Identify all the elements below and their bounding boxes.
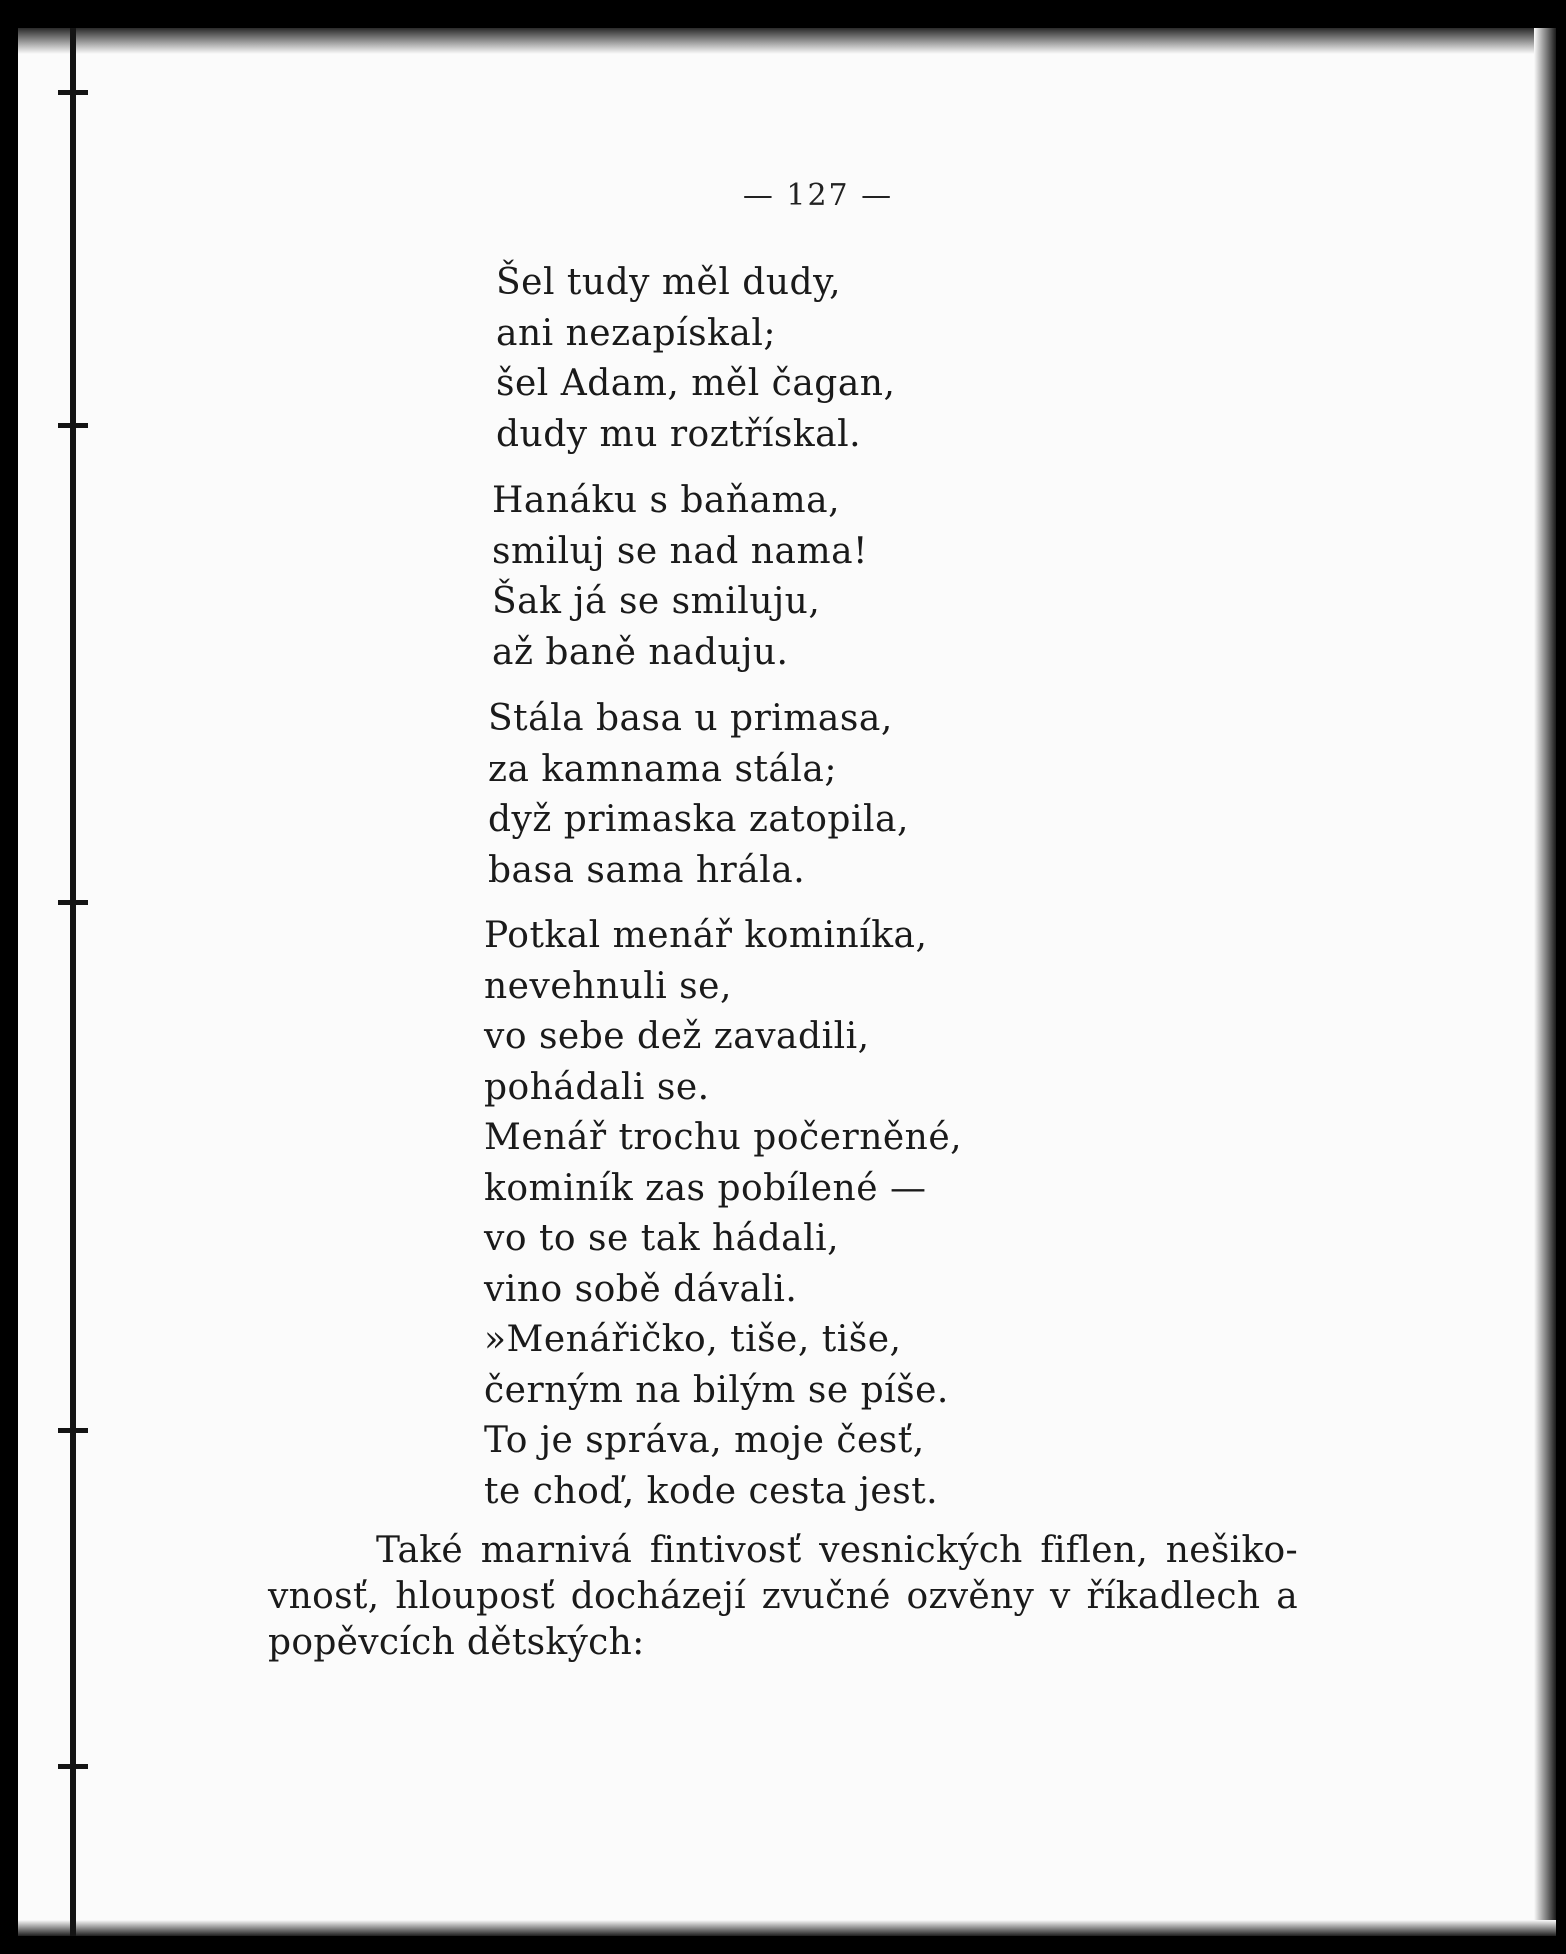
binding-tick [58,423,88,428]
verse-line: Menář trochu počerněné, [484,1117,963,1158]
verse-line: Hanáku s baňama, [492,480,841,521]
verse-line: nevehnuli se, [484,965,732,1007]
binding-tick [58,90,88,95]
verse-line: basa sama hrála. [488,849,806,891]
prose-line: popěvcích dětských: [268,1622,645,1663]
verse-line: Stála basa u primasa, [488,698,893,739]
page-number: — 127 — [742,178,894,213]
stanza [488,694,909,896]
verse-line: za kamnama stála; [488,748,837,790]
verse-line: te choď, kode cesta jest. [484,1470,939,1512]
verse-line: vo sebe dež zavadili, [484,1016,870,1057]
verse-line: kominík zas pobílené — [484,1167,927,1209]
binding-edge [70,28,76,1936]
page-right-shadow [1534,28,1556,1936]
verse-line: černým na bilým se píše. [484,1369,949,1411]
verse-line: pohádali se. [484,1066,710,1108]
binding-tick [58,1428,88,1433]
page-bottom-shadow [18,1920,1556,1936]
binding-tick [58,900,88,905]
verse-line: ani nezapískal; [496,312,776,354]
verse-line: až baně naduju. [492,631,789,673]
stanza [492,476,868,678]
verse-line: dyž primaska zatopila, [488,799,909,840]
book-page [18,28,1556,1936]
stanza [484,911,962,1517]
prose-line: Také marnivá fintivosť vesnických fiflen, nešiko- [376,1530,1298,1571]
page-top-shadow [18,28,1556,54]
verse-line: »Menářičko, tiše, tiše, [484,1319,902,1360]
verse-line: smiluj se nad nama! [492,530,869,572]
binding-tick [58,1764,88,1769]
verse-line: To je správa, moje česť, [484,1420,925,1461]
prose-line: vnosť, hlouposť docházejí zvučné ozvěny v říkadlech a [268,1576,1298,1617]
verse-line: vino sobě dávali. [484,1268,798,1310]
verse-line: Šak já se smiluju, [492,581,821,622]
verse-line: Šel tudy měl dudy, [496,262,842,303]
verse-line: šel Adam, měl čagan, [496,363,896,404]
stanza [496,258,895,460]
verse-line: Potkal menář kominíka, [484,915,928,956]
prose-paragraph [268,1528,1298,1666]
verse-line: dudy mu roztřískal. [496,413,862,455]
verse-line: vo to se tak hádali, [484,1218,840,1259]
